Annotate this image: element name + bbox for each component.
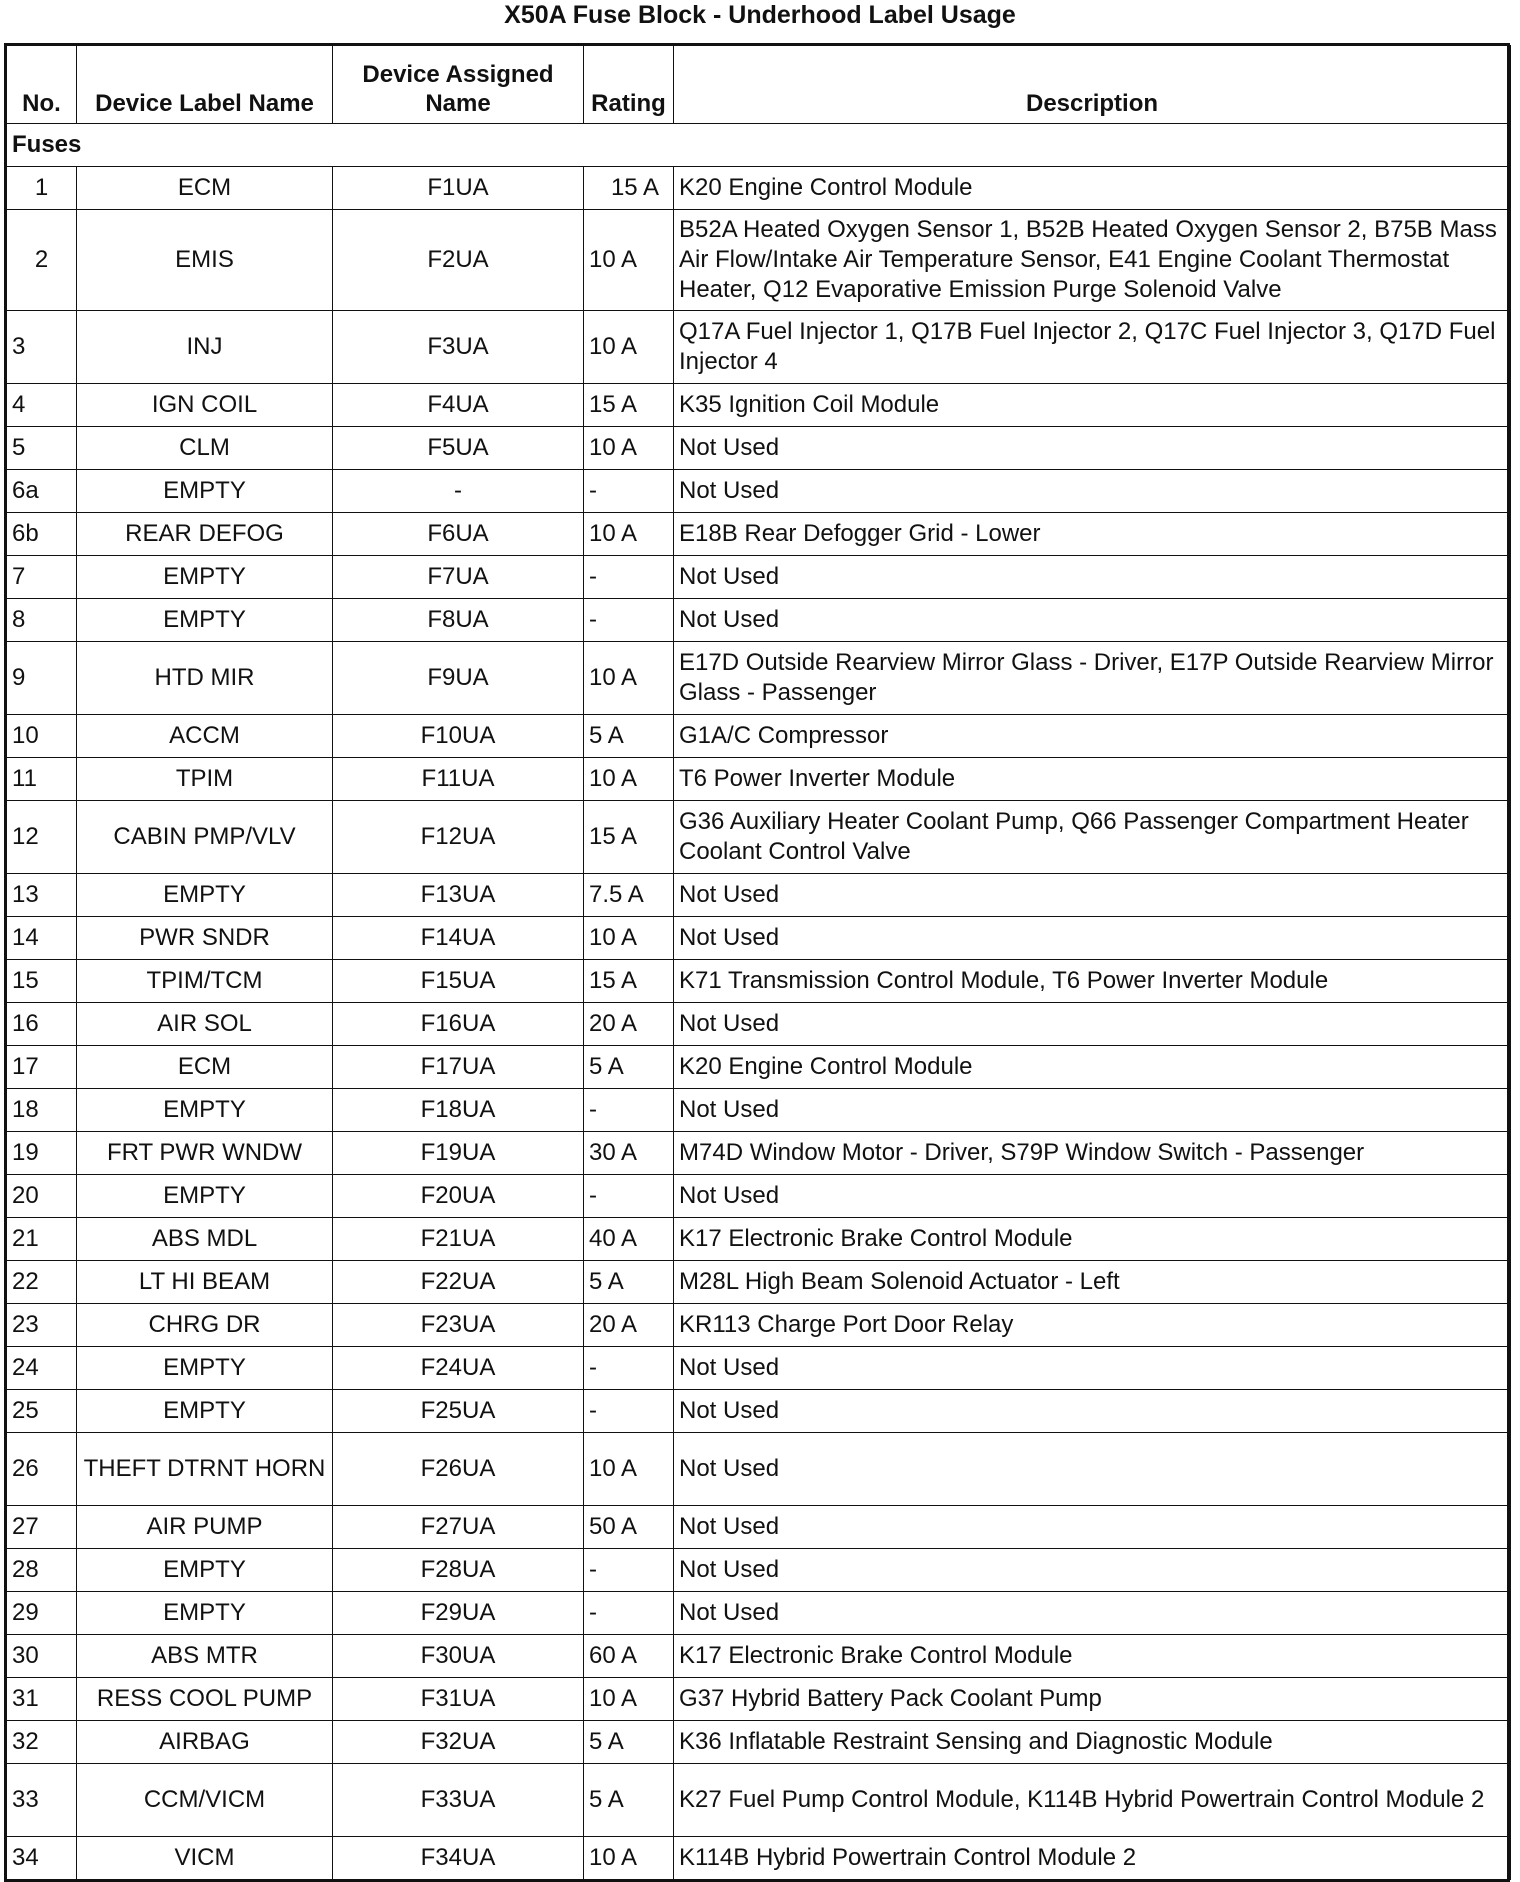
header-device-assigned-name: Device Assigned Name	[333, 46, 584, 124]
fuse-rating: 20 A	[584, 1304, 674, 1347]
table-row	[7, 1433, 1511, 1506]
fuse-description: Not Used	[674, 1549, 1511, 1592]
fuse-rating: 60 A	[584, 1635, 674, 1678]
fuse-rating: -	[584, 1390, 674, 1433]
page-title: X50A Fuse Block - Underhood Label Usage	[504, 1, 1016, 29]
fuse-description: Not Used	[674, 470, 1511, 513]
device-assigned-name: F6UA	[333, 513, 584, 556]
device-label-name: PWR SNDR	[77, 917, 333, 960]
header-row	[7, 46, 1511, 124]
fuse-rating: 5 A	[584, 1261, 674, 1304]
fuse-number: 20	[7, 1175, 77, 1218]
table-row	[7, 1304, 1511, 1347]
fuse-number: 19	[7, 1132, 77, 1175]
fuse-number: 22	[7, 1261, 77, 1304]
fuse-rating: 30 A	[584, 1132, 674, 1175]
device-label-name: ECM	[77, 1046, 333, 1089]
section-row	[7, 124, 1511, 167]
fuse-rating: 5 A	[584, 715, 674, 758]
fuse-description: Not Used	[674, 1089, 1511, 1132]
fuse-number: 6b	[7, 513, 77, 556]
fuse-description: Not Used	[674, 427, 1511, 470]
device-assigned-name: F31UA	[333, 1678, 584, 1721]
device-assigned-name: F7UA	[333, 556, 584, 599]
table-row	[7, 1218, 1511, 1261]
fuse-rating: 10 A	[584, 427, 674, 470]
device-assigned-name: F28UA	[333, 1549, 584, 1592]
table-row	[7, 758, 1511, 801]
fuse-number: 25	[7, 1390, 77, 1433]
device-label-name: EMPTY	[77, 556, 333, 599]
fuse-rating: -	[584, 1592, 674, 1635]
device-label-name: FRT PWR WNDW	[77, 1132, 333, 1175]
table-row	[7, 384, 1511, 427]
device-assigned-name: F21UA	[333, 1218, 584, 1261]
device-label-name: REAR DEFOG	[77, 513, 333, 556]
fuse-number: 9	[7, 642, 77, 715]
device-assigned-name: F8UA	[333, 599, 584, 642]
fuse-rating: 10 A	[584, 917, 674, 960]
table-row	[7, 642, 1511, 715]
fuse-description: Not Used	[674, 1433, 1511, 1506]
table-row	[7, 1175, 1511, 1218]
table-row	[7, 1003, 1511, 1046]
device-label-name: ABS MDL	[77, 1218, 333, 1261]
section-label-fuses: Fuses	[7, 124, 1511, 167]
fuse-number: 4	[7, 384, 77, 427]
table-row	[7, 874, 1511, 917]
fuse-rating: -	[584, 1089, 674, 1132]
fuse-number: 28	[7, 1549, 77, 1592]
fuse-rating: 5 A	[584, 1046, 674, 1089]
fuse-description: Not Used	[674, 1592, 1511, 1635]
fuse-table	[6, 45, 1511, 1880]
device-label-name: TPIM	[77, 758, 333, 801]
table-row	[7, 1261, 1511, 1304]
table-row	[7, 1132, 1511, 1175]
device-assigned-name: F4UA	[333, 384, 584, 427]
fuse-number: 13	[7, 874, 77, 917]
fuse-rating: 15 A	[584, 801, 674, 874]
header-description: Description	[674, 46, 1511, 124]
device-assigned-name: F16UA	[333, 1003, 584, 1046]
fuse-rating: 10 A	[584, 513, 674, 556]
device-label-name: EMPTY	[77, 1592, 333, 1635]
fuse-number: 33	[7, 1764, 77, 1837]
device-assigned-name: F13UA	[333, 874, 584, 917]
fuse-description: K114B Hybrid Powertrain Control Module 2	[674, 1837, 1511, 1880]
device-assigned-name: F34UA	[333, 1837, 584, 1880]
fuse-description: K27 Fuel Pump Control Module, K114B Hybrid Powertrain Control Module 2	[674, 1764, 1511, 1837]
fuse-description: K35 Ignition Coil Module	[674, 384, 1511, 427]
fuse-rating: 10 A	[584, 1433, 674, 1506]
fuse-rating: 7.5 A	[584, 874, 674, 917]
device-assigned-name: F20UA	[333, 1175, 584, 1218]
device-assigned-name: F5UA	[333, 427, 584, 470]
fuse-rating: 10 A	[584, 642, 674, 715]
device-assigned-name: F17UA	[333, 1046, 584, 1089]
fuse-number: 11	[7, 758, 77, 801]
device-assigned-name: F18UA	[333, 1089, 584, 1132]
table-row	[7, 1678, 1511, 1721]
device-assigned-name: F24UA	[333, 1347, 584, 1390]
fuse-number: 30	[7, 1635, 77, 1678]
device-assigned-name: F9UA	[333, 642, 584, 715]
table-row	[7, 1721, 1511, 1764]
table-row	[7, 427, 1511, 470]
fuse-description: K71 Transmission Control Module, T6 Power Inverter Module	[674, 960, 1511, 1003]
device-label-name: EMPTY	[77, 1390, 333, 1433]
device-assigned-name: F29UA	[333, 1592, 584, 1635]
table-row	[7, 599, 1511, 642]
device-label-name: EMPTY	[77, 599, 333, 642]
device-label-name: CABIN PMP/VLV	[77, 801, 333, 874]
device-label-name: EMPTY	[77, 470, 333, 513]
device-assigned-name: F14UA	[333, 917, 584, 960]
table-row	[7, 167, 1511, 210]
device-label-name: HTD MIR	[77, 642, 333, 715]
table-row	[7, 513, 1511, 556]
fuse-rating: -	[584, 470, 674, 513]
table-row	[7, 1390, 1511, 1433]
fuse-description: Not Used	[674, 1003, 1511, 1046]
device-assigned-name: F12UA	[333, 801, 584, 874]
table-row	[7, 210, 1511, 311]
fuse-number: 18	[7, 1089, 77, 1132]
fuse-number: 26	[7, 1433, 77, 1506]
fuse-number: 32	[7, 1721, 77, 1764]
fuse-rating: 10 A	[584, 210, 674, 311]
header-no: No.	[7, 46, 77, 124]
fuse-table-container	[6, 45, 1510, 1880]
fuse-number: 7	[7, 556, 77, 599]
fuse-description: G37 Hybrid Battery Pack Coolant Pump	[674, 1678, 1511, 1721]
fuse-description: G1A/C Compressor	[674, 715, 1511, 758]
fuse-rating: 15 A	[584, 960, 674, 1003]
header-rating: Rating	[584, 46, 674, 124]
device-assigned-name: F10UA	[333, 715, 584, 758]
device-label-name: EMPTY	[77, 1347, 333, 1390]
fuse-rating: 15 A	[584, 167, 674, 210]
device-assigned-name: F19UA	[333, 1132, 584, 1175]
fuse-number: 8	[7, 599, 77, 642]
device-label-name: ABS MTR	[77, 1635, 333, 1678]
fuse-description: Not Used	[674, 1347, 1511, 1390]
fuse-number: 3	[7, 311, 77, 384]
table-row	[7, 1764, 1511, 1837]
device-assigned-name: F11UA	[333, 758, 584, 801]
table-row	[7, 1549, 1511, 1592]
table-row	[7, 1506, 1511, 1549]
device-label-name: EMIS	[77, 210, 333, 311]
device-assigned-name: F22UA	[333, 1261, 584, 1304]
fuse-description: Not Used	[674, 556, 1511, 599]
fuse-number: 27	[7, 1506, 77, 1549]
header-device-label-name: Device Label Name	[77, 46, 333, 124]
device-assigned-name: F33UA	[333, 1764, 584, 1837]
fuse-number: 2	[7, 210, 77, 311]
fuse-rating: 5 A	[584, 1764, 674, 1837]
fuse-description: K20 Engine Control Module	[674, 1046, 1511, 1089]
table-row	[7, 1592, 1511, 1635]
device-assigned-name: F15UA	[333, 960, 584, 1003]
fuse-description: Q17A Fuel Injector 1, Q17B Fuel Injector 2, Q17C Fuel Injector 3, Q17D Fuel Injector 4	[674, 311, 1511, 384]
fuse-number: 6a	[7, 470, 77, 513]
fuse-rating: 40 A	[584, 1218, 674, 1261]
fuse-description: Not Used	[674, 874, 1511, 917]
fuse-number: 24	[7, 1347, 77, 1390]
device-label-name: THEFT DTRNT HORN	[77, 1433, 333, 1506]
fuse-description: M28L High Beam Solenoid Actuator - Left	[674, 1261, 1511, 1304]
device-assigned-name: F32UA	[333, 1721, 584, 1764]
table-row	[7, 556, 1511, 599]
device-assigned-name: F1UA	[333, 167, 584, 210]
fuse-number: 14	[7, 917, 77, 960]
table-row	[7, 1046, 1511, 1089]
fuse-rating: 15 A	[584, 384, 674, 427]
fuse-description: G36 Auxiliary Heater Coolant Pump, Q66 Passenger Compartment Heater Coolant Control Valve	[674, 801, 1511, 874]
fuse-description: Not Used	[674, 1506, 1511, 1549]
fuse-rating: -	[584, 599, 674, 642]
fuse-rating: 10 A	[584, 1678, 674, 1721]
device-assigned-name: F3UA	[333, 311, 584, 384]
table-row	[7, 311, 1511, 384]
fuse-number: 1	[7, 167, 77, 210]
fuse-description: KR113 Charge Port Door Relay	[674, 1304, 1511, 1347]
device-label-name: IGN COIL	[77, 384, 333, 427]
fuse-rating: 50 A	[584, 1506, 674, 1549]
fuse-number: 12	[7, 801, 77, 874]
fuse-description: K17 Electronic Brake Control Module	[674, 1635, 1511, 1678]
device-assigned-name: -	[333, 470, 584, 513]
device-assigned-name: F27UA	[333, 1506, 584, 1549]
device-label-name: TPIM/TCM	[77, 960, 333, 1003]
device-label-name: EMPTY	[77, 1175, 333, 1218]
device-label-name: AIR SOL	[77, 1003, 333, 1046]
device-label-name: EMPTY	[77, 1089, 333, 1132]
table-row	[7, 960, 1511, 1003]
table-row	[7, 801, 1511, 874]
device-assigned-name: F25UA	[333, 1390, 584, 1433]
table-row	[7, 1089, 1511, 1132]
device-assigned-name: F2UA	[333, 210, 584, 311]
device-label-name: EMPTY	[77, 874, 333, 917]
fuse-rating: 20 A	[584, 1003, 674, 1046]
device-label-name: CLM	[77, 427, 333, 470]
table-row	[7, 1635, 1511, 1678]
fuse-description: E17D Outside Rearview Mirror Glass - Driver, E17P Outside Rearview Mirror Glass - Passenger	[674, 642, 1511, 715]
fuse-description: Not Used	[674, 1175, 1511, 1218]
device-label-name: EMPTY	[77, 1549, 333, 1592]
fuse-description: Not Used	[674, 917, 1511, 960]
fuse-rating: 10 A	[584, 1837, 674, 1880]
table-row	[7, 470, 1511, 513]
device-label-name: AIR PUMP	[77, 1506, 333, 1549]
device-label-name: RESS COOL PUMP	[77, 1678, 333, 1721]
fuse-rating: -	[584, 1175, 674, 1218]
table-row	[7, 917, 1511, 960]
fuse-description: M74D Window Motor - Driver, S79P Window Switch - Passenger	[674, 1132, 1511, 1175]
device-assigned-name: F26UA	[333, 1433, 584, 1506]
fuse-number: 5	[7, 427, 77, 470]
device-assigned-name: F30UA	[333, 1635, 584, 1678]
device-label-name: CCM/VICM	[77, 1764, 333, 1837]
device-label-name: LT HI BEAM	[77, 1261, 333, 1304]
fuse-description: T6 Power Inverter Module	[674, 758, 1511, 801]
device-assigned-name: F23UA	[333, 1304, 584, 1347]
fuse-number: 31	[7, 1678, 77, 1721]
device-label-name: VICM	[77, 1837, 333, 1880]
fuse-number: 17	[7, 1046, 77, 1089]
fuse-rating: -	[584, 1549, 674, 1592]
table-row	[7, 1347, 1511, 1390]
fuse-number: 10	[7, 715, 77, 758]
fuse-number: 21	[7, 1218, 77, 1261]
table-row	[7, 715, 1511, 758]
fuse-description: K17 Electronic Brake Control Module	[674, 1218, 1511, 1261]
fuse-number: 23	[7, 1304, 77, 1347]
fuse-number: 16	[7, 1003, 77, 1046]
device-label-name: INJ	[77, 311, 333, 384]
device-label-name: AIRBAG	[77, 1721, 333, 1764]
fuse-rating: 5 A	[584, 1721, 674, 1764]
fuse-rating: -	[584, 556, 674, 599]
fuse-description: Not Used	[674, 1390, 1511, 1433]
fuse-description: K20 Engine Control Module	[674, 167, 1511, 210]
fuse-table-body	[7, 124, 1511, 1880]
fuse-description: B52A Heated Oxygen Sensor 1, B52B Heated Oxygen Sensor 2, B75B Mass Air Flow/Intake Air Temperature Sensor, E41 Engine Coolant Thermostat Heater, Q12 Evaporative Emission Purge Solenoid Valve	[674, 210, 1511, 311]
device-label-name: ECM	[77, 167, 333, 210]
fuse-number: 29	[7, 1592, 77, 1635]
fuse-description: Not Used	[674, 599, 1511, 642]
fuse-description: K36 Inflatable Restraint Sensing and Diagnostic Module	[674, 1721, 1511, 1764]
device-label-name: CHRG DR	[77, 1304, 333, 1347]
fuse-rating: 10 A	[584, 311, 674, 384]
fuse-rating: 10 A	[584, 758, 674, 801]
fuse-number: 34	[7, 1837, 77, 1880]
fuse-description: E18B Rear Defogger Grid - Lower	[674, 513, 1511, 556]
fuse-rating: -	[584, 1347, 674, 1390]
device-label-name: ACCM	[77, 715, 333, 758]
fuse-number: 15	[7, 960, 77, 1003]
table-row	[7, 1837, 1511, 1880]
